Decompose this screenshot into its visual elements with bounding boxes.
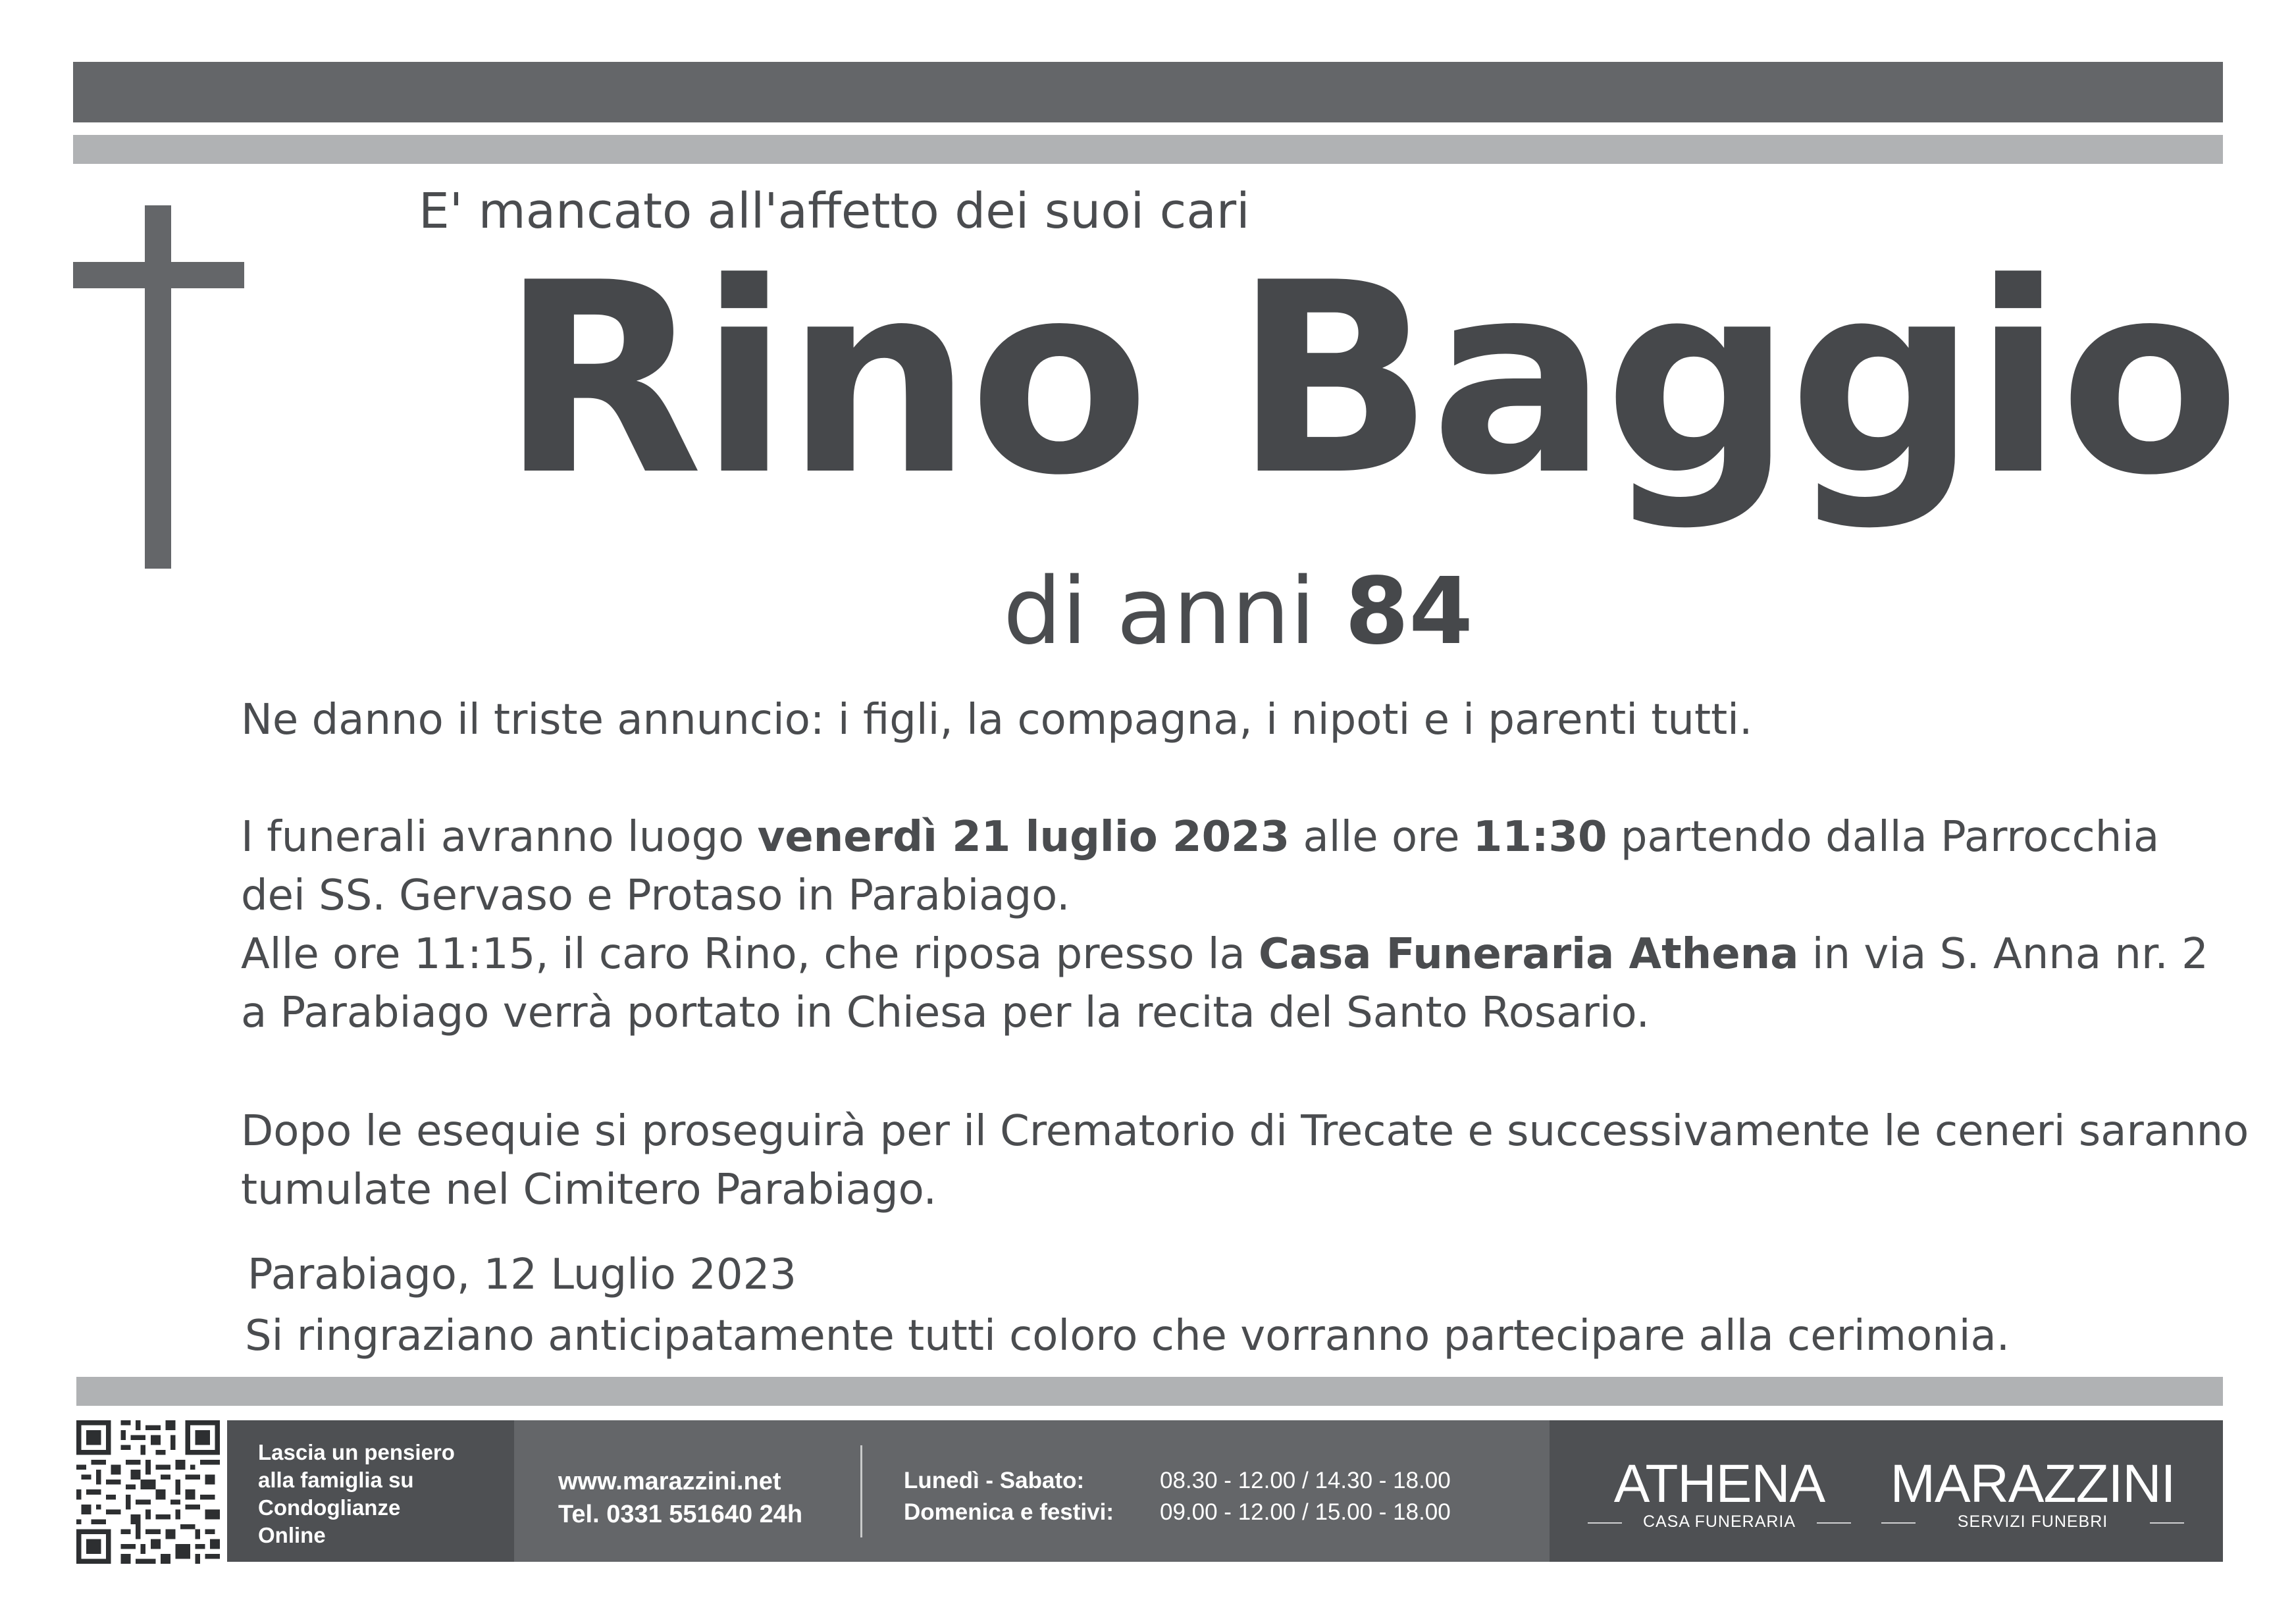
marazzini-logo	[1881, 1454, 2184, 1532]
marazzini-logo-name: MARAZZINI	[1890, 1454, 2176, 1514]
place-date: Parabiago, 12 Luglio 2023	[248, 1250, 796, 1299]
intro-text: E' mancato all'affetto dei suoi cari	[419, 183, 1250, 240]
age-value: 84	[1344, 558, 1473, 665]
hours-value-sunday: 09.00 - 12.00 / 15.00 - 18.00	[1160, 1499, 1451, 1525]
phone-number[interactable]: Tel. 0331 551640 24h	[558, 1501, 803, 1528]
funeral-date: venerdì 21 luglio 2023	[757, 813, 1290, 862]
hours-values	[1160, 1465, 1451, 1528]
cta-line: Online	[258, 1523, 326, 1547]
announcement: Ne danno il triste annuncio: i figli, la compagna, i nipoti e i parenti tutti.	[241, 696, 1753, 744]
after-line-1: Dopo le esequie si proseguirà per il Crematorio di Trecate e successivamente le ceneri saranno	[241, 1107, 2249, 1156]
age-prefix: di anni	[1003, 558, 1316, 665]
condolences-cta[interactable]	[258, 1439, 495, 1549]
funeral-text: in via S. Anna nr. 2	[1798, 930, 2208, 979]
after-service	[241, 1102, 2249, 1220]
cta-line: Condoglianze	[258, 1495, 401, 1520]
hours-labels	[904, 1465, 1114, 1528]
after-line-2: tumulate nel Cimitero Parabiago.	[241, 1166, 937, 1214]
athena-logo	[1588, 1454, 1851, 1532]
funeral-text: partendo dalla Parrocchia	[1607, 813, 2160, 862]
top-dark-bar	[73, 62, 2223, 122]
funeral-home: Casa Funeraria Athena	[1259, 930, 1799, 979]
cross-horizontal	[73, 262, 244, 288]
hours-label-weekdays: Lunedì - Sabato:	[904, 1468, 1085, 1493]
funeral-text: alle ore	[1290, 813, 1473, 862]
hours-label-sunday: Domenica e festivi:	[904, 1499, 1114, 1525]
website-link[interactable]: www.marazzini.net	[558, 1468, 781, 1495]
funeral-line-2: dei SS. Gervaso e Protaso in Parabiago.	[241, 871, 1070, 920]
footer-divider	[860, 1445, 862, 1537]
athena-logo-name: ATHENA	[1613, 1454, 1825, 1514]
funeral-time: 11:30	[1473, 813, 1607, 862]
cta-line: alla famiglia su	[258, 1468, 414, 1492]
funeral-details	[241, 808, 2208, 1043]
top-light-bar	[73, 135, 2223, 164]
contact-block	[558, 1465, 802, 1531]
funeral-line-3	[241, 925, 2208, 984]
marazzini-logo-tagline: SERVIZI FUNEBRI	[1881, 1512, 2184, 1532]
funeral-text: I funerali avranno luogo	[241, 813, 758, 862]
qr-code-icon[interactable]	[76, 1420, 220, 1564]
funeral-text: Alle ore 11:15, il caro Rino, che riposa presso la	[241, 930, 1259, 979]
hours-value-weekdays: 08.30 - 12.00 / 14.30 - 18.00	[1160, 1468, 1451, 1493]
bottom-light-bar	[76, 1377, 2223, 1406]
age-line	[1003, 558, 1473, 665]
cross-vertical	[145, 205, 171, 569]
cta-line: Lascia un pensiero	[258, 1440, 455, 1464]
funeral-line-4: a Parabiago verrà portato in Chiesa per la recita del Santo Rosario.	[241, 989, 1650, 1037]
funeral-line-1	[241, 808, 2208, 867]
athena-logo-tagline: CASA FUNERARIA	[1588, 1512, 1851, 1532]
deceased-name: Rino Baggio	[500, 227, 2237, 533]
thanks-text: Si ringraziano anticipatamente tutti coloro che vorranno partecipare alla cerimonia.	[245, 1312, 2010, 1360]
